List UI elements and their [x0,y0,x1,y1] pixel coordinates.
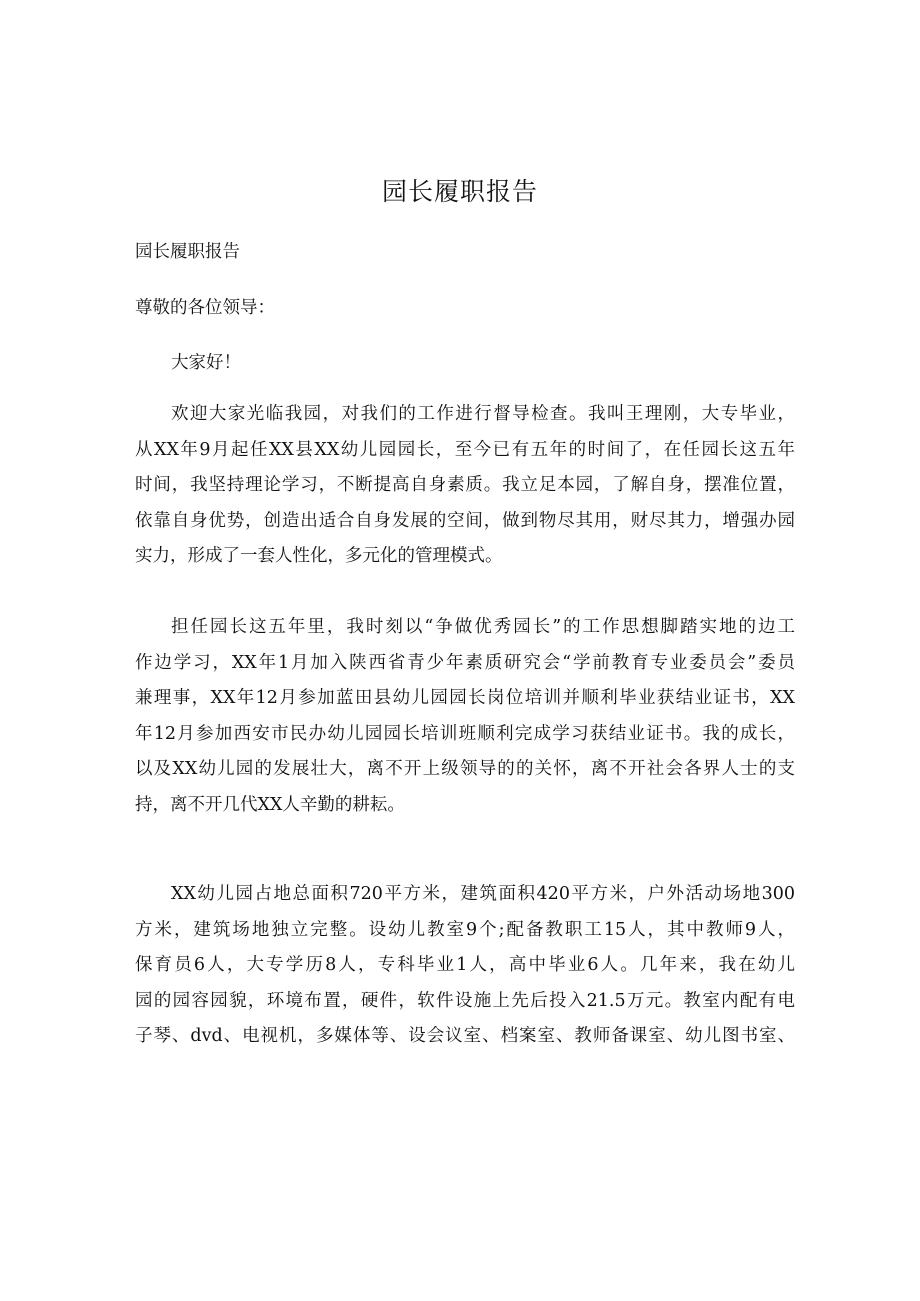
paragraph-line: 作边学习，XX年1月加入陕西省青少年素质研究会“学前教育专业委员会”委员 [135,652,795,673]
document-title: 园长履职报告 [381,177,538,206]
paragraph-line: 以及XX幼儿园的发展壮大，离不开上级领导的的关怀，离不开社会各界人士的支 [135,759,795,779]
paragraph-line: 从XX年9月起任XX县XX幼儿园园长，至今已有五年的时间了，在任园长这五年 [135,439,795,460]
salutation: 尊敬的各位领导： [135,298,275,318]
paragraph-line: 依靠自身优势，创造出适合自身发展的空间，做到物尽其用，财尽其力，增强办园 [135,510,795,531]
paragraph-line: 欢迎大家光临我园，对我们的工作进行督导检查。我叫王理刚，大专毕业， [171,404,795,424]
paragraph-line: 实力，形成了一套人性化，多元化的管理模式。 [135,546,503,566]
paragraph-line: 持，离不开几代XX人辛勤的耕耘。 [135,794,405,815]
paragraph-line: 兼理事，XX年12月参加蓝田县幼儿园园长岗位培训并顺利毕业获结业证书，XX [135,688,795,708]
paragraph-line: 园的园容园貌，环境布置，硬件，软件设施上先后投入21.5万元。教室内配有电 [135,990,795,1011]
paragraph-line: 保育员6人，大专学历8人，专科毕业1人，高中毕业6人。几年来，我在幼儿 [135,955,795,975]
paragraph-line: 年12月参加西安市民办幼儿园园长培训班顺利完成学习获结业证书。我的成长， [135,723,795,744]
paragraph-facilities [135,877,795,1055]
paragraph-line: 担任园长这五年里，我时刻以“争做优秀园长”的工作思想脚踏实地的边工 [171,617,795,637]
paragraph-line: 子琴、dvd、电视机，多媒体等、设会议室、档案室、教师备课室、幼儿图书室、 [135,1026,795,1046]
paragraph-line: XX幼儿园占地总面积720平方米，建筑面积420平方米，户外活动场地300 [171,884,795,904]
report-subheading: 园长履职报告 [135,242,240,262]
paragraph-line: 方米，建筑场地独立完整。设幼儿教室9个;配备教职工15人，其中教师9人， [135,919,795,940]
paragraph-line: 时间，我坚持理论学习，不断提高自身素质。我立足本园，了解自身，摆准位置， [135,475,795,495]
paragraph-experience [135,610,795,823]
greeting: 大家好！ [171,353,241,373]
paragraph-welcome [135,397,795,575]
